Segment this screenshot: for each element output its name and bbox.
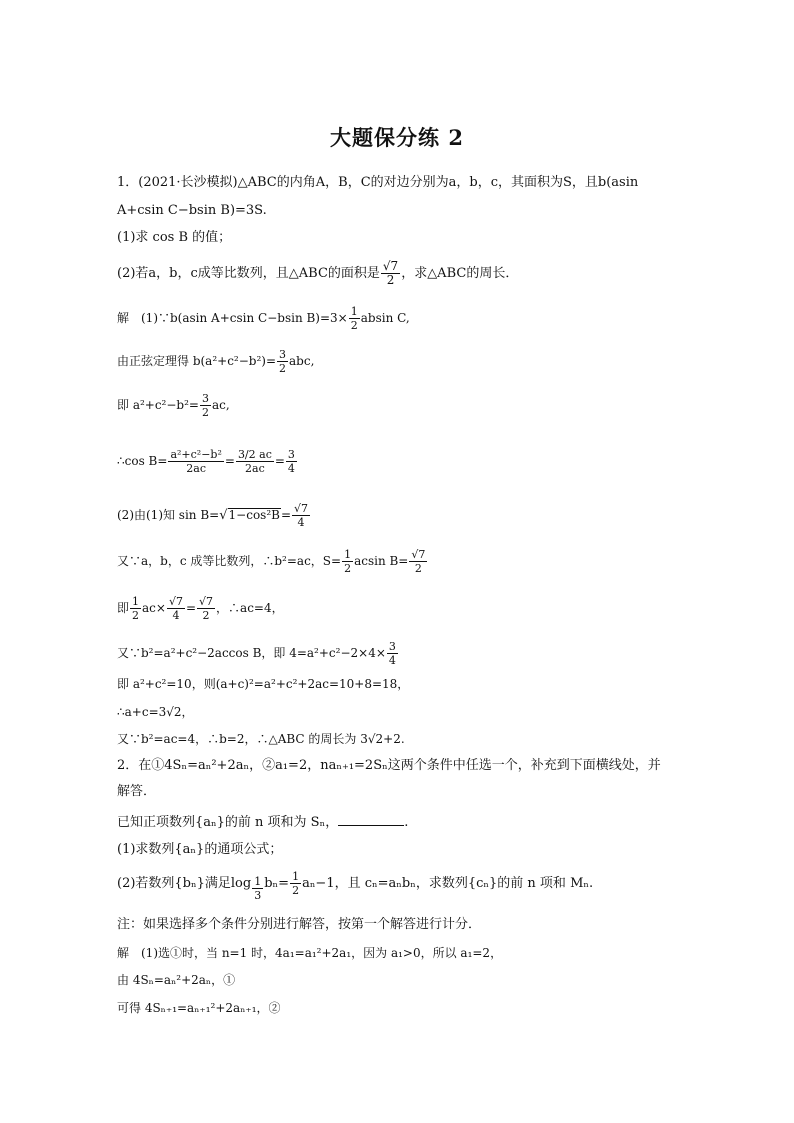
problem-1-stem-line-1: 1．(2021·长沙模拟)△ABC的内角A，B，C的对边分别为a，b，c，其面积为S，且b(asin	[117, 175, 639, 190]
solution-text: (2)由(1)知 sin B=	[117, 508, 220, 522]
q2-text-before: (2)若a，b，c成等比数列，且△ABC的面积是	[117, 266, 380, 281]
solution-1-line-11: 又∵b²=ac=4，∴b=2，∴△ABC 的周长为 3√2+2.	[117, 732, 405, 746]
problem-2-given	[117, 813, 408, 831]
fraction-numerator: 3	[279, 348, 287, 361]
solution-text: 由正弦定理得 b(a²+c²−b²)=	[117, 354, 277, 368]
fraction-denominator: 4	[287, 462, 295, 475]
fraction	[387, 640, 398, 667]
equals-sign: =	[274, 454, 285, 468]
fraction-denominator: 2ac	[186, 462, 207, 475]
equals-sign: =	[185, 601, 197, 615]
fraction	[342, 548, 353, 575]
fraction-denominator: 2	[344, 562, 352, 575]
solution-1-line-4	[117, 448, 298, 475]
solution-1-line-2	[117, 348, 314, 375]
fraction	[290, 870, 301, 897]
solution-1-line-1	[117, 305, 410, 332]
given-text: 已知正项数列{aₙ}的前 n 项和为 Sₙ，	[117, 815, 339, 830]
fraction-denominator: 2	[132, 609, 140, 622]
fraction-denominator: 2	[292, 884, 300, 897]
solution-text: 又∵b²=a²+c²−2accos B，即 4=a²+c²−2×4×	[117, 646, 386, 660]
fraction	[409, 548, 427, 575]
radicand: 1−cos²B	[228, 508, 280, 522]
q2-text-after: ，求△ABC的周长．	[401, 266, 519, 281]
solution-1-line-10: ∴a+c=3√2，	[117, 705, 194, 719]
fraction-denominator: 2	[279, 362, 287, 375]
solution-text: 即	[117, 601, 130, 615]
problem-2-note: 注：如果选择多个条件分别进行解答，按第一个解答进行计分．	[117, 917, 482, 932]
fill-in-blank	[338, 813, 404, 826]
solution-1-line-6	[117, 548, 428, 575]
problem-2-question-2	[117, 870, 593, 902]
fraction-numerator: 1	[350, 305, 358, 318]
solution-1-line-5	[117, 502, 311, 529]
problem-2-question-1: (1)求数列{aₙ}的通项公式；	[117, 842, 283, 857]
solution-1-line-7	[117, 595, 284, 622]
equals-sign: =	[224, 454, 235, 468]
fraction-numerator: 3	[388, 640, 396, 653]
equals-sign: =	[280, 508, 292, 522]
solution-text: 又∵a，b，c 成等比数列，∴b²=ac，S=	[117, 554, 342, 568]
fraction-numerator: 3/2 ac	[237, 448, 272, 461]
problem-2-stem-line-1: 2．在①4Sₙ=aₙ²+2aₙ，②a₁=2，naₙ₊₁=2Sₙ这两个条件中任选一个，补充到下面横线处，并	[117, 758, 661, 773]
fraction	[200, 392, 211, 419]
solution-1-line-3	[117, 392, 230, 419]
area-fraction	[381, 260, 400, 287]
problem-1-question-1: (1)求 cos B 的值；	[117, 230, 232, 245]
solution-2-line-3: 可得 4Sₙ₊₁=aₙ₊₁²+2aₙ₊₁，②	[117, 1001, 281, 1015]
fraction-numerator: √7	[382, 259, 399, 273]
fraction	[277, 348, 288, 375]
fraction-denominator: 2ac	[245, 462, 265, 475]
question-text: bₙ=	[264, 876, 290, 891]
fraction-numerator: 1	[344, 548, 352, 561]
fraction	[286, 448, 297, 475]
solution-text: abc,	[289, 354, 315, 368]
solution-1-line-8	[117, 640, 399, 667]
fraction	[292, 502, 310, 529]
fraction	[167, 595, 185, 622]
solution-text: ac,	[211, 398, 230, 412]
fraction	[236, 448, 274, 475]
solution-text: ，∴ac=4，	[216, 601, 284, 615]
log-base-fraction	[252, 875, 263, 902]
fraction-denominator: 3	[254, 889, 262, 902]
fraction-numerator: 3	[287, 448, 295, 461]
fraction-denominator: 2	[202, 609, 210, 622]
solution-2-line-2: 由 4Sₙ=aₙ²+2aₙ，①	[117, 973, 236, 987]
fraction	[130, 595, 141, 622]
fraction-numerator: √7	[411, 548, 426, 561]
solution-text: 解 (1)∵b(asin A+csin C−bsin B)=3×	[117, 311, 348, 325]
fraction-numerator: 1	[292, 870, 300, 883]
question-text: (2)若数列{bₙ}满足log	[117, 876, 252, 891]
page-title: 大题保分练 2	[330, 125, 464, 150]
solution-text: ac×	[142, 601, 166, 615]
fraction-denominator: 4	[388, 654, 396, 667]
fraction-denominator: 4	[172, 609, 180, 622]
solution-text: ∴cos B=	[117, 454, 168, 468]
solution-2-line-1: 解 (1)选①时，当 n=1 时，4a₁=a₁²+2a₁，因为 a₁>0，所以 a₁=2，	[117, 946, 503, 960]
solution-1-line-9: 即 a²+c²=10，则(a+c)²=a²+c²+2ac=10+8=18，	[117, 677, 410, 691]
solution-text: 即 a²+c²−b²=	[117, 398, 199, 412]
fraction-numerator: √7	[168, 595, 183, 608]
fraction	[197, 595, 215, 622]
fraction-denominator: 2	[386, 273, 395, 287]
fraction	[349, 305, 360, 332]
fraction-numerator: 1	[254, 875, 262, 888]
fraction-denominator: 2	[350, 319, 358, 332]
fraction-denominator: 4	[297, 516, 305, 529]
radical-sign: √	[219, 508, 228, 523]
fraction-numerator: a²+c²−b²	[170, 448, 222, 461]
fraction	[168, 448, 223, 475]
fraction-numerator: 1	[132, 595, 140, 608]
problem-2-stem-line-2: 解答．	[117, 784, 157, 799]
period: .	[404, 815, 409, 830]
fraction-numerator: √7	[294, 502, 309, 515]
problem-1-question-2	[117, 260, 518, 287]
fraction-denominator: 2	[201, 406, 209, 419]
solution-text: acsin B=	[354, 554, 409, 568]
question-text: aₙ−1，且 cₙ=aₙbₙ，求数列{cₙ}的前 n 项和 Mₙ.	[302, 876, 594, 891]
fraction-denominator: 2	[414, 562, 422, 575]
fraction-numerator: √7	[199, 595, 214, 608]
problem-1-stem-line-2: A+csin C−bsin B)=3S.	[117, 203, 267, 218]
fraction-numerator: 3	[201, 392, 209, 405]
solution-text: absin C,	[360, 311, 410, 325]
